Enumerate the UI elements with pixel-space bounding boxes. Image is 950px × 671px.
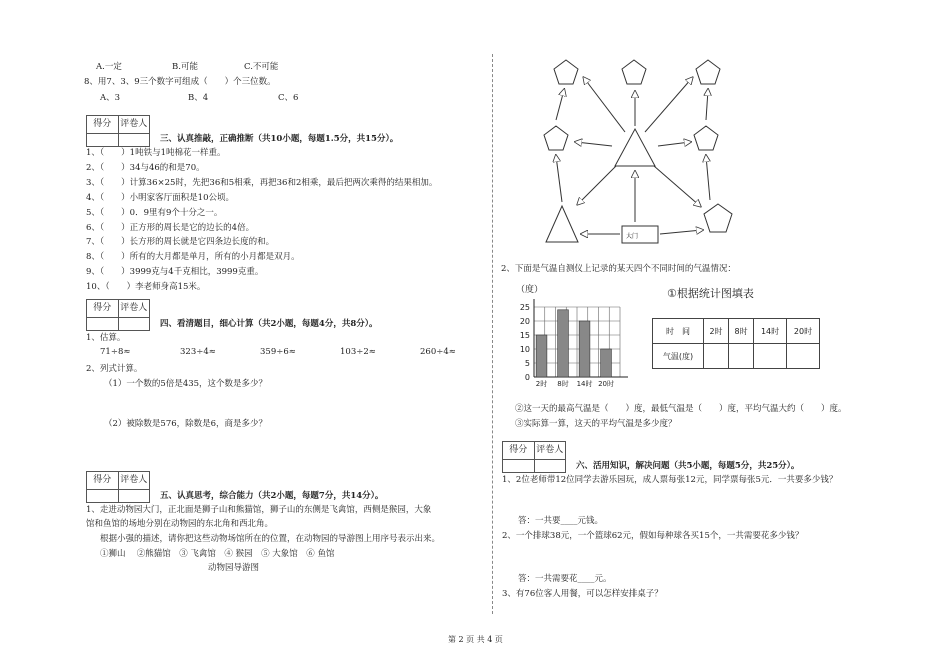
table-title: ①根据统计图填表 [667, 287, 754, 300]
table-header-cell: 14时 [754, 319, 787, 344]
score-box-sec5 [86, 471, 150, 490]
q8-option-c: C、6 [278, 93, 299, 103]
pentagon-shape [704, 204, 732, 232]
section-5-title: 五、认真思考，综合能力（共2小题，每题7分，共14分）。 [160, 491, 384, 501]
pentagon-shape [622, 60, 646, 84]
sec3-item: 10、（ ）李老师身高15米。 [86, 282, 206, 293]
table-header-cell: 2时 [704, 319, 729, 344]
q8-text: 8、用7、3、9三个数字可组成（ ）个三位数。 [84, 77, 276, 87]
y-tick-label: 15 [519, 331, 530, 340]
grader-label: 评卷人 [120, 303, 148, 313]
sec6-q3: 3、有76位客人用餐，可以怎样安排桌子？ [502, 589, 663, 599]
bar-8时 [558, 310, 569, 377]
sec3-item: 2、（ ）34与46的和是70。 [86, 162, 205, 173]
q8-option-a: A、3 [100, 93, 121, 103]
score-label: 得分 [87, 472, 119, 489]
sec3-item: 1、（ ）1吨铁与1吨棉花一样重。 [86, 148, 226, 158]
sec6-a2: 答：一共需要花____元。 [518, 574, 612, 584]
y-tick-label: 0 [524, 373, 530, 382]
sec3-item: 8、（ ）所有的大月都是单月，所有的小月都是双月。 [86, 252, 300, 263]
triangle-shape [615, 129, 655, 166]
column-divider [492, 54, 493, 614]
gate-label: 大门 [626, 233, 639, 240]
triangle-shape [546, 206, 578, 242]
table-row [653, 344, 820, 369]
sec5-para-2: 馆和鱼馆的场地分别在动物园的东北角和西北角。 [86, 519, 274, 529]
x-tick-label: 2时 [535, 380, 548, 388]
q7-option-b: B.可能 [172, 62, 198, 72]
sec3-item: 5、（ ）0．9里有9个十分之一。 [86, 207, 223, 218]
estimate-4: 103÷2≈ [340, 347, 376, 357]
score-label: 得分 [87, 300, 119, 317]
sec3-item: 9、（ ）3999克与4千克相比，3999克重。 [86, 267, 264, 278]
sec4-q2b: （2）被除数是576，除数是6，商是多少？ [104, 419, 268, 429]
table-header-cell: 8时 [729, 319, 754, 344]
sec5-para-1: 1、走进动物园大门，正北面是狮子山和熊猫馆，狮子山的东侧是飞禽馆，西侧是猴园，大象 [86, 505, 432, 515]
table-row-label: 气温(度) [653, 344, 704, 369]
score-box-sec6 [502, 441, 566, 460]
section-6-title: 六、活用知识，解决问题（共5小题，每题5分，共25分）。 [576, 461, 800, 471]
sec5-para-3: 根据小强的描述，请你把这些动物场馆所在的位置，在动物园的导游图上用序号表示出来。 [100, 534, 441, 544]
y-tick-label: 10 [519, 345, 530, 354]
bar-2时 [536, 335, 547, 377]
table-row [653, 319, 820, 344]
x-tick-label: 8时 [557, 380, 569, 388]
grader-label: 评卷人 [120, 119, 148, 129]
q2-fill-2: ③实际算一算，这天的平均气温是多少度？ [515, 419, 677, 429]
sec5-options: ①狮山 ②熊猫馆 ③ 飞禽馆 ④ 猴园 ⑤ 大象馆 ⑥ 鱼馆 [100, 549, 335, 559]
estimate-3: 359÷6≈ [260, 347, 296, 357]
section-4-title: 四、看清题目，细心计算（共2小题，每题4分，共8分）。 [160, 319, 378, 329]
y-axis-label: （度） [516, 285, 544, 295]
q8-option-b: B、4 [188, 93, 209, 103]
score-box-sec3 [86, 115, 150, 134]
section-3-title: 三、认真推敲，正确推断（共10小题，每题1.5分，共15分）。 [160, 134, 399, 144]
q2-fill-1: ②这一天的最高气温是（ ）度，最低气温是（ ）度，平均气温大约（ ）度。 [515, 404, 847, 414]
pentagon-shape [696, 60, 720, 84]
x-tick-label: 20时 [598, 380, 614, 388]
table-header-cell: 20时 [787, 319, 820, 344]
estimate-5: 260÷4≈ [420, 347, 456, 357]
estimate-1: 71÷8≈ [100, 347, 131, 357]
y-tick-label: 25 [519, 303, 530, 312]
grader-label: 评卷人 [536, 445, 564, 455]
temperature-table [652, 318, 820, 369]
pentagon-shape [554, 60, 578, 84]
sec6-q2: 2、一个排球38元，一个篮球62元，假如每种球各买15个，一共需要花多少钱？ [502, 531, 804, 541]
score-label: 得分 [503, 442, 535, 459]
sec6-a1: 答：一共要____元钱。 [518, 516, 604, 526]
sec3-item: 6、（ ）正方形的周长是它的边长的4倍。 [86, 222, 255, 233]
sec3-item: 7、（ ）长方形的周长就是它四条边长度的和。 [86, 237, 275, 248]
table-input-cell[interactable] [754, 344, 787, 369]
pentagon-shape [544, 126, 568, 150]
bar-14时 [579, 321, 590, 377]
q7-option-c: C.不可能 [244, 62, 279, 72]
pentagon-shape [694, 126, 718, 150]
sec4-q2a: （1）一个数的5倍是435，这个数是多少？ [104, 379, 268, 389]
grader-label: 评卷人 [120, 475, 148, 485]
page-footer: 第 2 页 共 4 页 [448, 635, 503, 644]
score-box-sec4 [86, 299, 150, 318]
zoo-map-title: 动物园导游图 [208, 563, 260, 573]
y-tick-label: 20 [519, 317, 530, 326]
score-cells-sec6 [502, 460, 566, 473]
table-input-cell[interactable] [729, 344, 754, 369]
shapes-diagram [530, 54, 760, 254]
temperature-bar-chart [506, 282, 634, 392]
score-cells-sec4 [86, 318, 150, 331]
y-tick-label: 5 [524, 359, 530, 368]
sec4-q1: 1、估算。 [86, 333, 126, 343]
table-header-cell: 时 间 [653, 319, 704, 344]
sec3-item: 3、（ ）计算36×25时，先把36和5相乘，再把36和2相乘，最后把两次乘得的结果相加。 [86, 177, 438, 188]
table-input-cell[interactable] [704, 344, 729, 369]
sec6-q1: 1、2位老师带12位同学去游乐园玩，成人票每张12元，同学票每张5元．一共要多少钱？ [502, 475, 838, 485]
score-cells-sec5 [86, 490, 150, 503]
bar-20时 [601, 349, 612, 377]
sec3-item: 4、（ ）小明家客厅面积是10公顷。 [86, 192, 234, 203]
x-tick-label: 14时 [576, 380, 593, 388]
q2-text: 2、下面是气温自测仪上记录的某天四个不同时间的气温情况： [501, 264, 736, 274]
score-label: 得分 [87, 116, 119, 133]
sec4-q2: 2、列式计算。 [86, 364, 143, 374]
estimate-2: 323÷4≈ [180, 347, 216, 357]
table-input-cell[interactable] [787, 344, 820, 369]
q7-option-a: A.一定 [96, 62, 122, 72]
